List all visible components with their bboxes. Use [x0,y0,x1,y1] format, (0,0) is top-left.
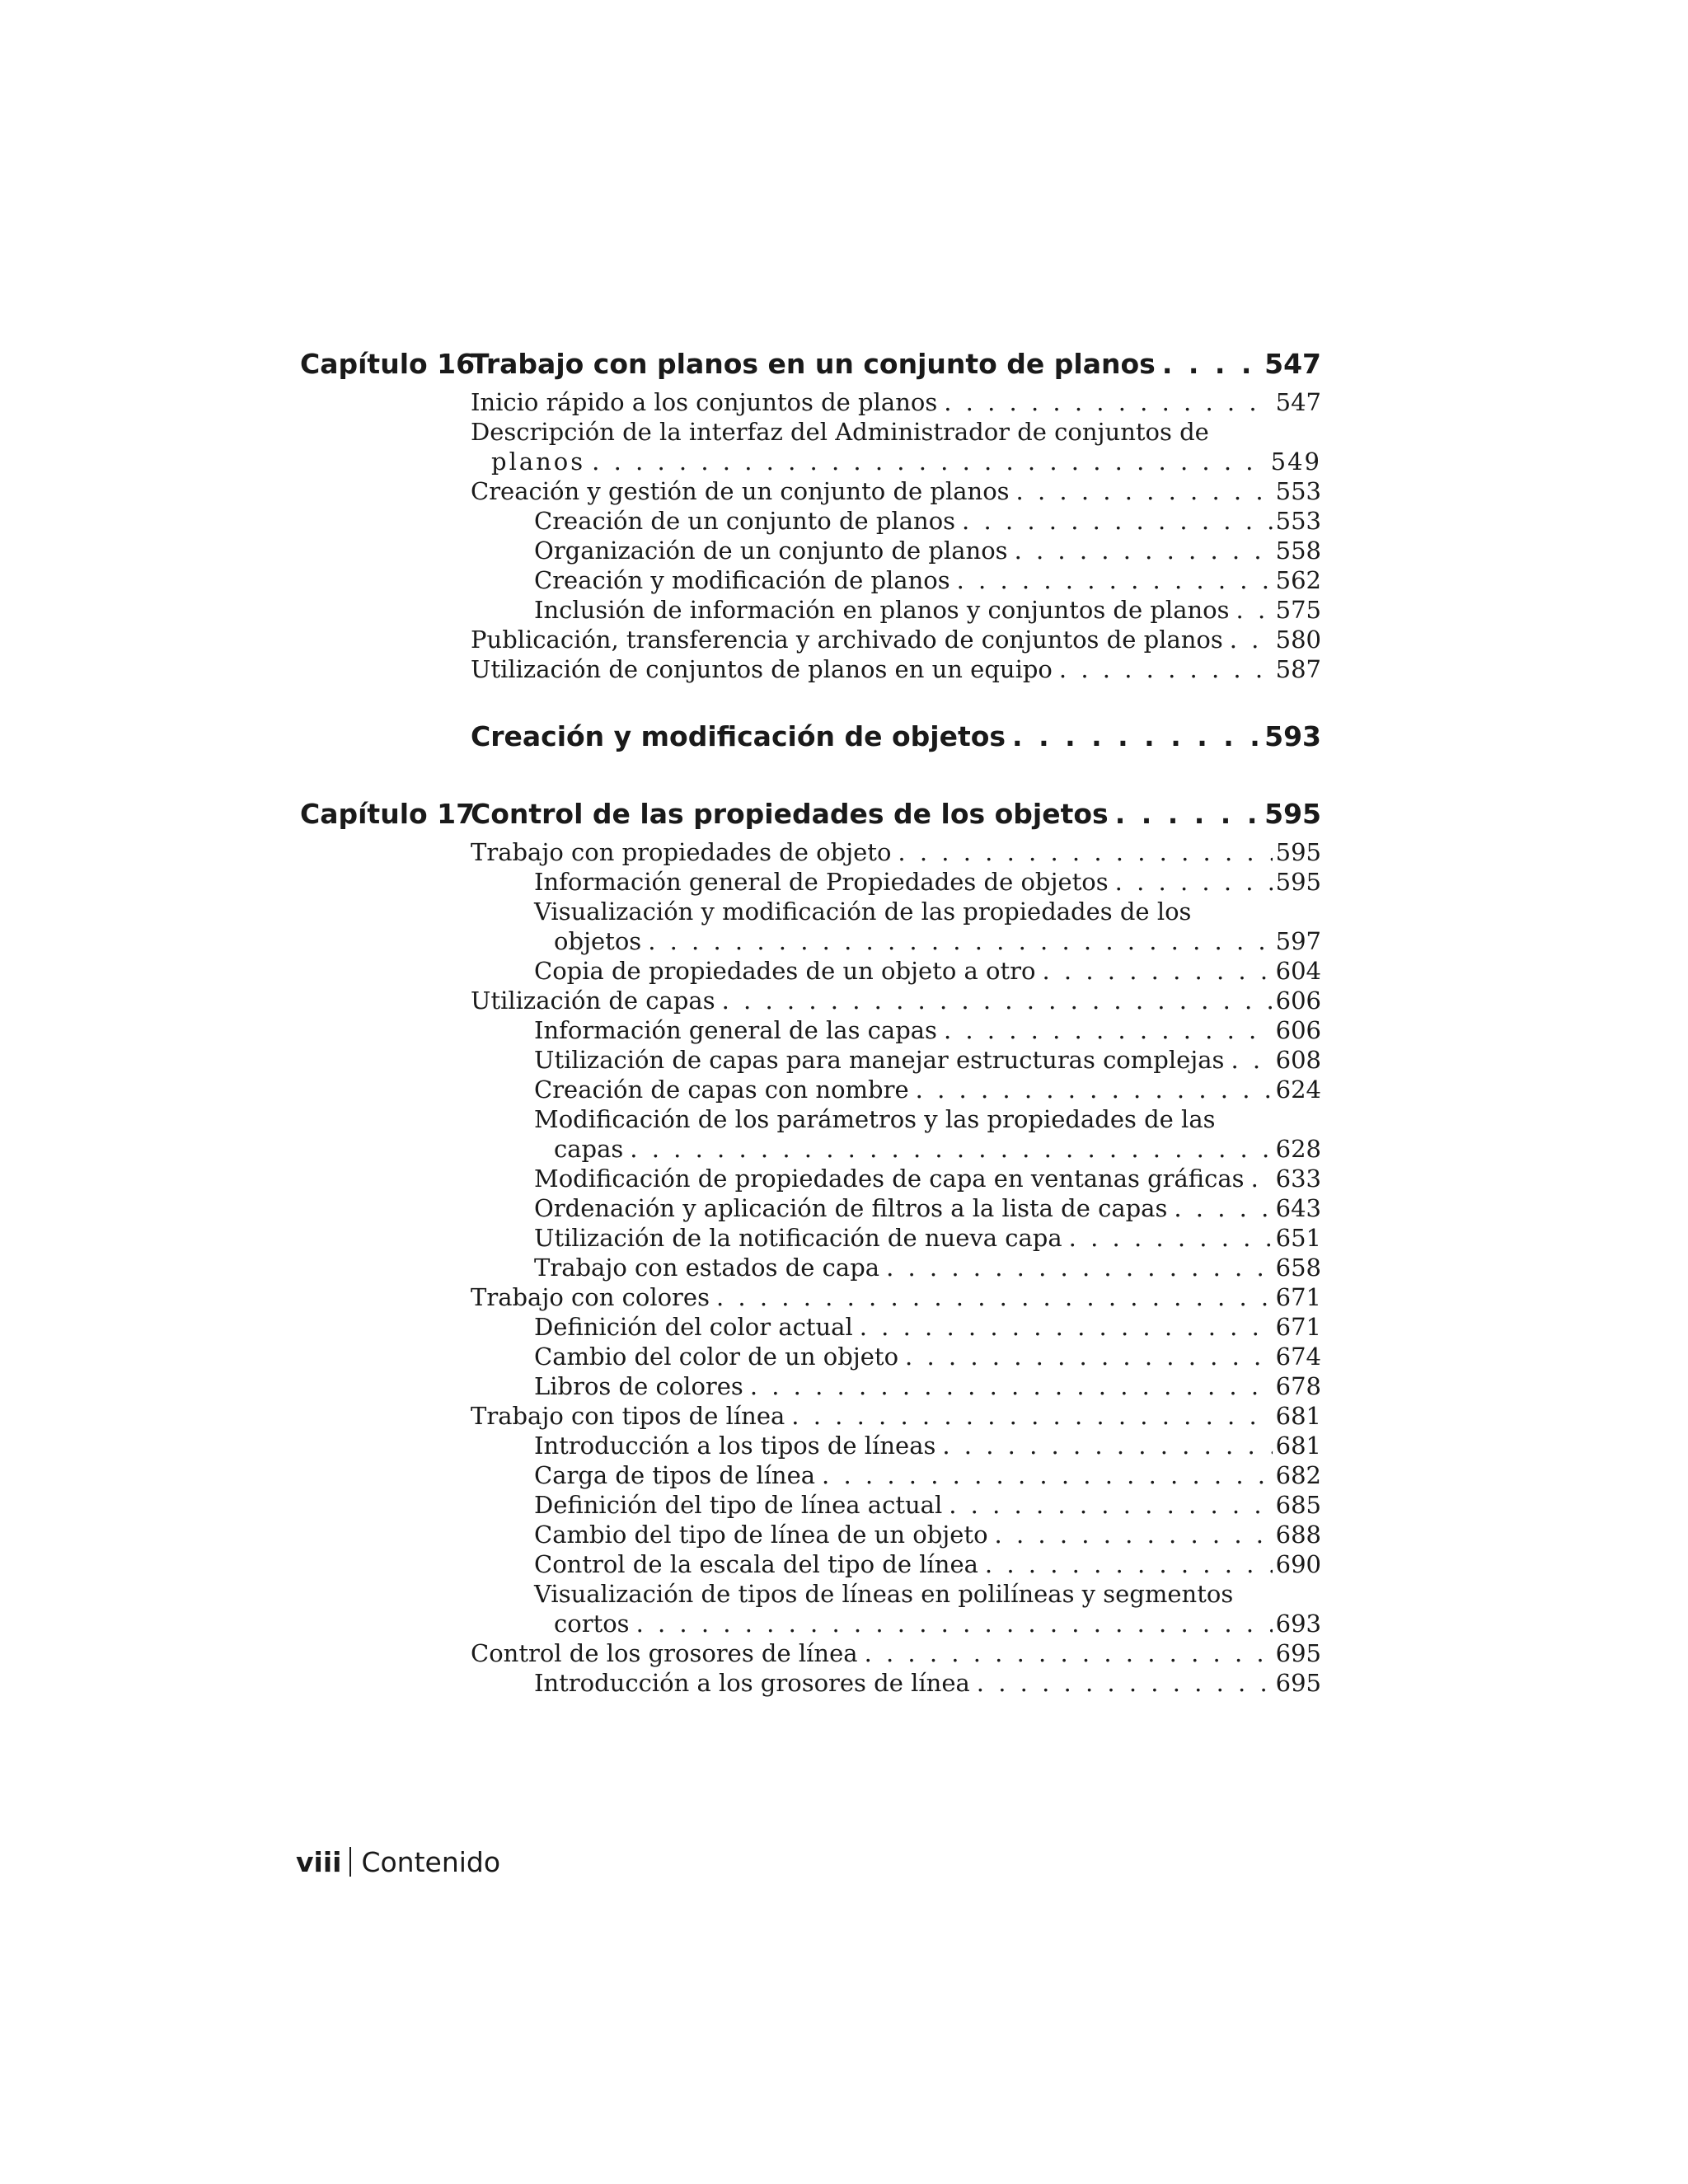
toc-entry-page: 681 [1275,1402,1321,1430]
toc-entry-title: Modificación de los parámetros y las propiedades de las [534,1105,1216,1133]
toc-entry[interactable] [534,867,1321,897]
part-title: Creación y modificación de objetos [471,720,1006,752]
footer-divider [349,1847,351,1877]
dot-leader [944,387,1272,417]
dot-leader [1236,595,1273,625]
dot-leader [1231,1045,1272,1075]
chapter-17-label: Capítulo 17 [300,798,476,830]
toc-entry-title: Información general de las capas [534,1016,937,1044]
toc-entry-title-continuation: objetos [554,927,642,955]
dot-leader [1251,1164,1273,1193]
toc-entry[interactable] [471,625,1321,654]
toc-entry[interactable] [534,1164,1321,1193]
toc-entry[interactable] [471,1638,1321,1668]
toc-entry-page: 658 [1275,1254,1321,1282]
toc-entry-page: 553 [1275,477,1321,505]
toc-entry-page: 608 [1275,1046,1321,1074]
toc-entry[interactable] [534,1549,1321,1579]
chapter-17-heading[interactable] [471,798,1321,831]
dot-leader [860,1312,1273,1342]
dot-leader [1012,720,1261,753]
toc-entry-continuation[interactable] [554,1134,1321,1164]
toc-entry-title: Libros de colores [534,1372,743,1400]
dot-leader [1069,1223,1273,1253]
chapter-16-page: 547 [1264,348,1321,380]
toc-entry-title-continuation: planos [491,448,586,476]
toc-entry-title: Modificación de propiedades de capa en ventanas gráficas [534,1165,1245,1193]
dot-leader [985,1549,1273,1579]
toc-entry-title: Utilización de conjuntos de planos en un equipo [471,655,1053,683]
toc-entry-page: 562 [1275,566,1321,594]
toc-entry[interactable] [534,1431,1321,1460]
toc-entry-page: 693 [1275,1610,1321,1638]
toc-entry[interactable] [534,1104,1321,1134]
toc-entry-page: 682 [1275,1461,1321,1489]
toc-entry[interactable] [534,897,1321,926]
dot-leader [1115,867,1273,897]
toc-entry[interactable] [534,1253,1321,1282]
toc-entry-title: Creación de capas con nombre [534,1076,909,1104]
toc-entry-page: 633 [1275,1165,1321,1193]
toc-entry-title: Visualización y modificación de las propiedades de los [534,898,1192,926]
footer-page-number: viii [296,1846,342,1878]
toc-entry[interactable] [534,1668,1321,1698]
toc-entry[interactable] [534,536,1321,565]
toc-entry-continuation[interactable] [554,1609,1321,1638]
toc-entry-title: Ordenación y aplicación de filtros a la lista de capas [534,1194,1168,1222]
dot-leader [995,1520,1273,1549]
toc-entry[interactable] [471,1282,1321,1312]
toc-entry-page: 595 [1275,868,1321,896]
toc-entry-title: Definición del tipo de línea actual [534,1491,943,1519]
toc-entry-title-continuation: capas [554,1135,624,1163]
toc-entry-title: Utilización de la notificación de nueva capa [534,1224,1062,1252]
toc-entry[interactable] [534,1193,1321,1223]
toc-entry-page: 558 [1275,537,1321,565]
page-footer [296,1846,500,1879]
toc-entry-title: Trabajo con propiedades de objeto [471,838,892,866]
toc-entry-title: Copia de propiedades de un objeto a otro [534,957,1036,985]
dot-leader [942,1431,1272,1460]
toc-entry-title: Creación y modificación de planos [534,566,950,594]
dot-leader [630,1134,1272,1164]
toc-entry[interactable] [534,1371,1321,1401]
toc-entry-title: Control de los grosores de línea [471,1639,858,1667]
toc-entry[interactable] [534,1223,1321,1253]
toc-entry-title: Información general de Propiedades de objetos [534,868,1109,896]
toc-entry[interactable] [534,1045,1321,1075]
toc-entry-title: Cambio del tipo de línea de un objeto [534,1521,988,1549]
footer-section-title: Contenido [361,1846,501,1878]
toc-entry-continuation[interactable] [554,926,1321,956]
part-page: 593 [1264,720,1321,752]
toc-entry-page: 549 [1270,448,1321,476]
toc-entry-page: 681 [1275,1432,1321,1460]
dot-leader [750,1371,1273,1401]
toc-entry[interactable] [534,1312,1321,1342]
toc-entry-continuation[interactable] [491,447,1321,476]
dot-leader [1162,348,1261,381]
toc-entry[interactable] [534,595,1321,625]
toc-entry-page: 595 [1275,838,1321,866]
toc-entry[interactable] [534,1460,1321,1490]
toc-entry-page: 671 [1275,1313,1321,1341]
dot-leader [865,1638,1273,1668]
dot-leader [722,986,1273,1015]
toc-entry-title: Carga de tipos de línea [534,1461,816,1489]
toc-entry[interactable] [534,1342,1321,1371]
toc-entry-title: Creación y gestión de un conjunto de planos [471,477,1010,505]
dot-leader [886,1253,1273,1282]
toc-entry-page: 690 [1275,1550,1321,1578]
toc-entry-page: 587 [1275,655,1321,683]
toc-entry[interactable] [534,565,1321,595]
dot-leader [1059,654,1273,684]
toc-entry-title: Creación de un conjunto de planos [534,507,956,535]
dot-leader [905,1342,1273,1371]
toc-entry[interactable] [471,1401,1321,1431]
dot-leader [977,1668,1273,1698]
toc-entry-page: 674 [1275,1343,1321,1371]
toc-entry[interactable] [471,476,1321,506]
dot-leader [916,1075,1273,1104]
toc-entry-page: 695 [1275,1669,1321,1697]
toc-entry-page: 671 [1275,1283,1321,1311]
chapter-17-title: Control de las propiedades de los objetos [471,798,1109,830]
toc-entry-title: Trabajo con colores [471,1283,710,1311]
toc-entry-page: 547 [1275,388,1321,416]
dot-leader [949,1490,1272,1520]
chapter-17-page: 595 [1264,798,1321,830]
part-heading[interactable] [471,720,1321,753]
dot-leader [1042,956,1272,986]
toc-entry-page: 651 [1275,1224,1321,1252]
toc-entry-page: 606 [1275,1016,1321,1044]
toc-entry-title: Publicación, transferencia y archivado de conjuntos de planos [471,626,1223,654]
toc-entry[interactable] [471,654,1321,684]
toc-entry-page: 604 [1275,957,1321,985]
toc-entry[interactable] [534,1520,1321,1549]
toc-entry-title: Visualización de tipos de líneas en polilíneas y segmentos [534,1580,1234,1608]
dot-leader [1230,625,1273,654]
dot-leader [1015,536,1273,565]
toc-entry-page: 575 [1275,596,1321,624]
toc-entry-page: 685 [1275,1491,1321,1519]
dot-leader [791,1401,1272,1431]
toc-entry-title: Trabajo con estados de capa [534,1254,880,1282]
toc-entry-title: Utilización de capas para manejar estructuras complejas [534,1046,1225,1074]
toc-entry-page: 688 [1275,1521,1321,1549]
toc-entry-title: Cambio del color de un objeto [534,1343,899,1371]
dot-leader [592,447,1267,476]
dot-leader [957,565,1273,595]
toc-entry-page: 678 [1275,1372,1321,1400]
toc-entry-title: Descripción de la interfaz del Administrador de conjuntos de [471,418,1209,446]
toc-entry-title: Control de la escala del tipo de línea [534,1550,978,1578]
dot-leader [1174,1193,1272,1223]
toc-entry[interactable] [534,1490,1321,1520]
toc-entry-title: Introducción a los grosores de línea [534,1669,970,1697]
toc-entry-page: 624 [1275,1076,1321,1104]
dot-leader [822,1460,1273,1490]
toc-entry-page: 695 [1275,1639,1321,1667]
toc-entry[interactable] [471,387,1321,417]
dot-leader [648,926,1272,956]
chapter-16-heading[interactable] [471,348,1321,381]
toc-entry-title: Trabajo con tipos de línea [471,1402,785,1430]
toc-entry-page: 628 [1275,1135,1321,1163]
toc-entry[interactable] [534,956,1321,986]
toc-entry[interactable] [534,1075,1321,1104]
toc-entry-page: 580 [1275,626,1321,654]
toc-entry-title: Introducción a los tipos de líneas [534,1432,936,1460]
dot-leader [1115,798,1261,831]
chapter-16-label: Capítulo 16 [300,348,476,380]
chapter-16-title: Trabajo con planos en un conjunto de planos [471,348,1156,380]
dot-leader [716,1282,1273,1312]
toc-entry-page: 597 [1275,927,1321,955]
dot-leader [898,837,1272,867]
dot-leader [636,1609,1273,1638]
toc-entry-title: Inicio rápido a los conjuntos de planos [471,388,938,416]
toc-entry[interactable] [471,837,1321,867]
toc-entry[interactable] [534,1015,1321,1045]
toc-entry-title: Organización de un conjunto de planos [534,537,1008,565]
toc-entry[interactable] [534,1579,1321,1609]
toc-entry[interactable] [471,986,1321,1015]
toc-entry-page: 553 [1275,507,1321,535]
toc-entry-title: Inclusión de información en planos y conjuntos de planos [534,596,1230,624]
toc-entry[interactable] [471,417,1321,447]
toc-entry[interactable] [534,506,1321,536]
dot-leader [944,1015,1273,1045]
toc-entry-title: Utilización de capas [471,987,715,1015]
toc-entry-page: 643 [1275,1194,1321,1222]
toc-entry-page: 606 [1275,987,1321,1015]
toc-entry-title-continuation: cortos [554,1610,630,1638]
dot-leader [1016,476,1273,506]
dot-leader [962,506,1273,536]
toc-entry-title: Definición del color actual [534,1313,853,1341]
